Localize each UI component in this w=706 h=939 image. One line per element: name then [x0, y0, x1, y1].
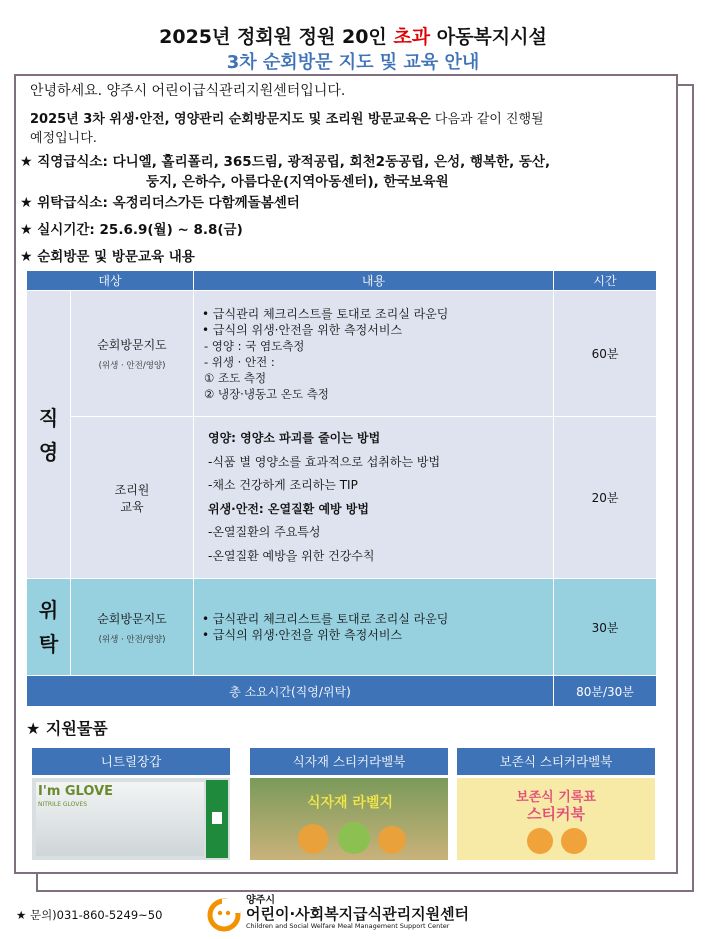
greeting: 안녕하세요. 양주시 어린이급식관리지원센터입니다.: [30, 83, 346, 99]
consign-category: 위 탁: [27, 579, 71, 676]
support-label: 보존식 스티커라벨북: [457, 748, 655, 775]
preserved-label-book-image: 보존식 기록표 스티커북: [457, 778, 655, 860]
direct-category: 직 영: [27, 291, 71, 579]
intro-line-end: 예정입니다.: [30, 131, 97, 146]
smile-logo-icon: [206, 897, 242, 933]
visit-content: • 급식관리 체크리스트를 토대로 조리실 라운딩 • 급식의 위생·안전을 위한 측정서비스 - 영양 : 국 염도측정 - 위생 · 안전 : ① 조도 측정 ② 냉장·냉동고 온도 측정: [194, 291, 554, 417]
contact-info: ★ 문의)031-860-5249~50: [16, 908, 163, 922]
header-target: 대상: [27, 271, 194, 291]
cook-content: 영양: 영양소 파괴를 줄이는 방법 -식품 별 영양소를 효과적으로 섭취하는 방법 -채소 건강하게 조리하는 TIP 위생·안전: 온열질환 예방 방법 -온열질환의 주요특성 -온열질환 예방을 위한 건강수칙: [194, 417, 554, 579]
total-label: 총 소요시간(직영/위탁): [27, 676, 554, 707]
support-label: 니트릴장갑: [32, 748, 230, 775]
support-item-ingredient-labels: [250, 748, 448, 860]
consign-content: • 급식관리 체크리스트를 토대로 조리실 라운딩 • 급식의 위생·안전을 위한 측정서비스: [194, 579, 554, 676]
star-icon: ★: [20, 195, 33, 211]
support-item-gloves: [32, 748, 230, 860]
star-icon: ★: [20, 222, 33, 238]
header-time: 시간: [554, 271, 657, 291]
star-icon: ★: [20, 249, 33, 265]
consign-kitchens: ★ 위탁급식소: 옥정리더스가든 다함께돌봄센터: [20, 195, 300, 211]
direct-kitchens-cont: 둥지, 은하수, 아름다운(지역아동센터), 한국보육원: [146, 174, 449, 190]
support-title: ★ 지원물품: [26, 719, 108, 738]
ingredient-label-book-image: 식자재 라벨지: [250, 778, 448, 860]
period: ★ 실시기간: 25.6.9(월) ~ 8.8(금): [20, 222, 243, 238]
consign-time: 30분: [554, 579, 657, 676]
support-item-preserved-labels: [457, 748, 655, 860]
page-subtitle: 3차 순회방문 지도 및 교육 안내: [226, 52, 480, 73]
support-label: 식자재 스티커라벨북: [250, 748, 448, 775]
content-title: ★ 순회방문 및 방문교육 내용: [20, 249, 195, 265]
gloves-image: I'm GLOVE NITRILE GLOVES: [32, 778, 230, 860]
visit-target: 순회방문지도 (위생 · 안전/영양): [71, 291, 194, 417]
intro-line: 2025년 3차 위생·안전, 영양관리 순회방문지도 및 조리원 방문교육은 다음과 같이 진행될: [30, 112, 544, 127]
page-title: 2025년 정회원 정원 20인 초과 아동복지시설: [159, 26, 547, 48]
visit-time: 60분: [554, 291, 657, 417]
direct-kitchens: ★ 직영급식소: 다니엘, 홀리폴리, 365드림, 광적공립, 회천2동공립, 은성, 행복한, 동산,: [20, 154, 551, 170]
cook-time: 20분: [554, 417, 657, 579]
cook-target: 조리원 교육: [71, 417, 194, 579]
program-table: [26, 270, 657, 707]
consign-target: 순회방문지도 (위생 · 안전/영양): [71, 579, 194, 676]
star-icon: ★: [20, 154, 33, 170]
header-content: 내용: [194, 271, 554, 291]
total-time: 80분/30분: [554, 676, 657, 707]
